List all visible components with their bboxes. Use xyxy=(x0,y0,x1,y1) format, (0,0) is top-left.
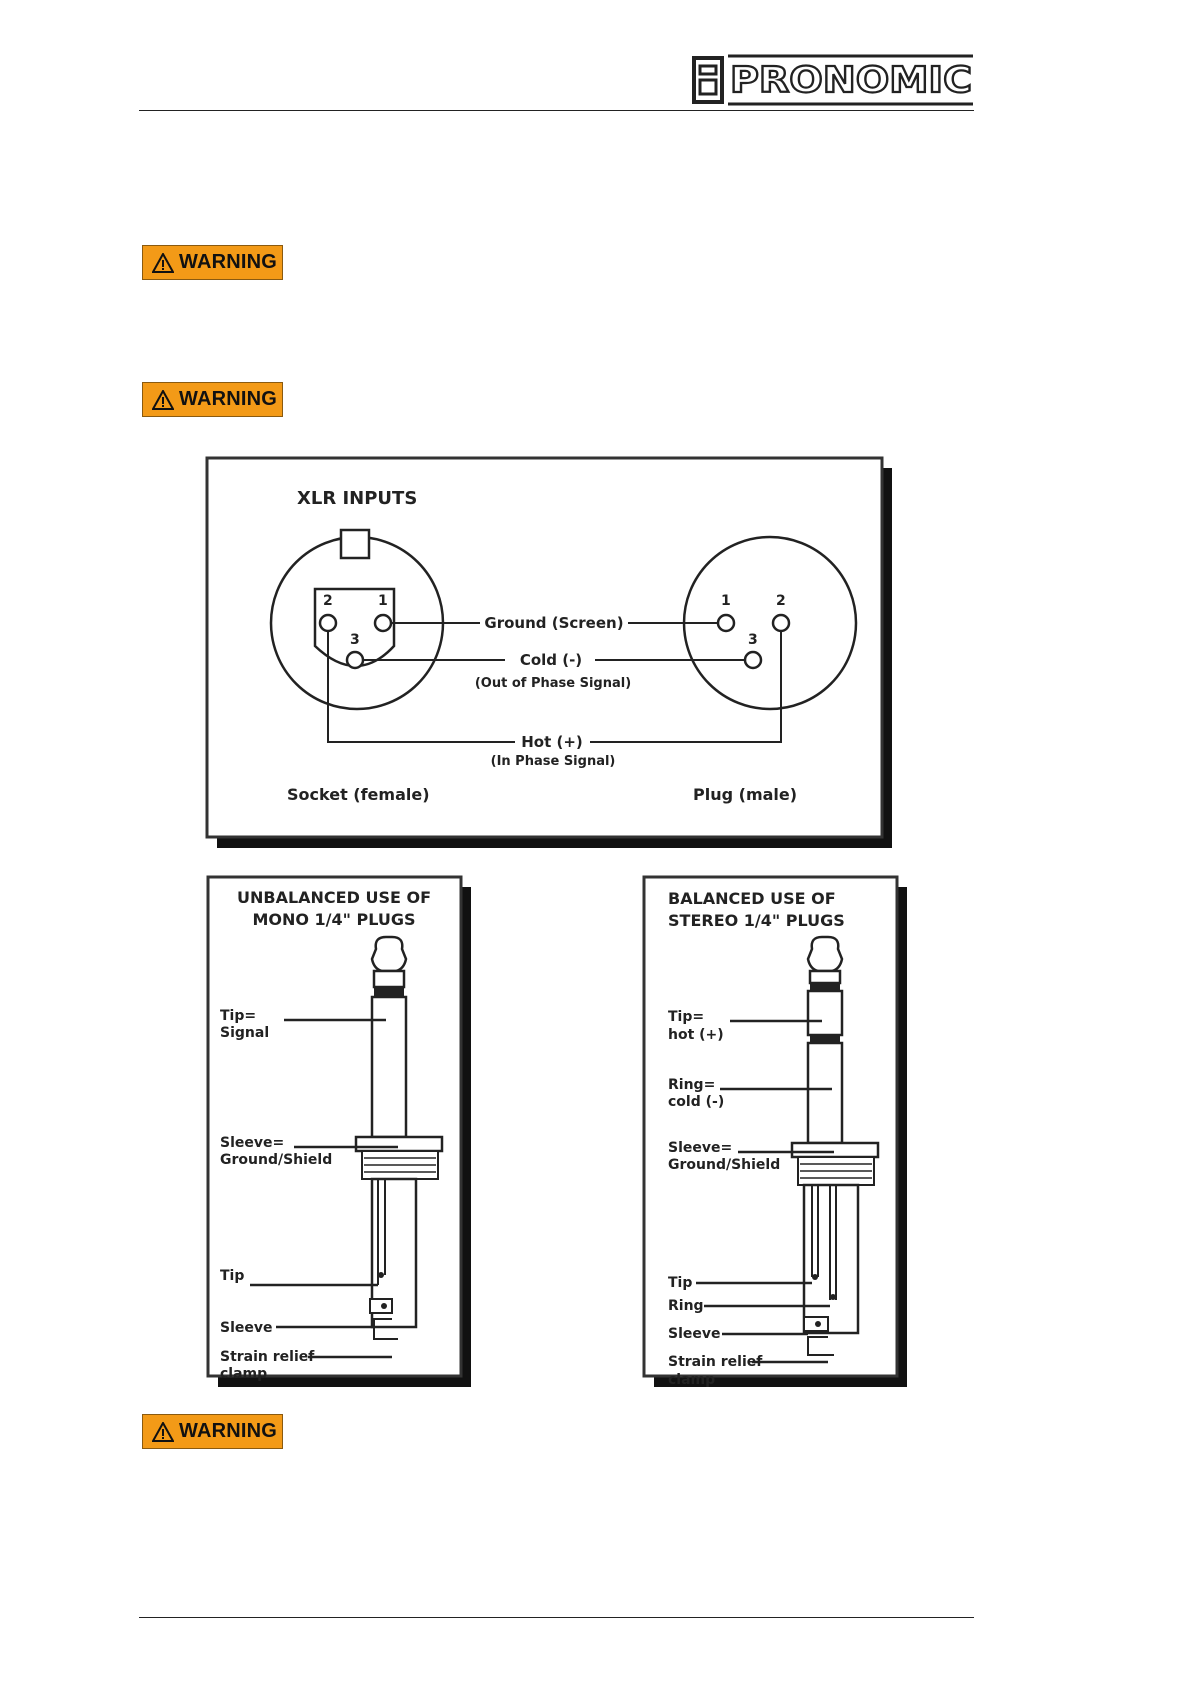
mono-title-line1: UNBALANCED USE OF xyxy=(237,888,431,907)
mono-tip-desc-1: Tip= xyxy=(220,1008,257,1024)
warning-badge xyxy=(142,382,283,417)
cold-sublabel: (Out of Phase Signal) xyxy=(474,676,632,691)
mono-sleeve-desc-2: Ground/Shield xyxy=(220,1152,333,1168)
mono-sleeve-desc-1: Sleeve= xyxy=(220,1135,285,1151)
warning-label: WARNING xyxy=(179,388,278,410)
hot-sublabel: (In Phase Signal) xyxy=(490,754,616,769)
socket-latch xyxy=(341,530,369,558)
stereo-sleeve-desc-2: Ground/Shield xyxy=(668,1157,781,1173)
warning-triangle-icon xyxy=(152,390,174,410)
mono-nut xyxy=(356,1137,442,1151)
socket-pin-1 xyxy=(375,615,391,631)
stereo-ring-desc-2: cold (-) xyxy=(668,1094,725,1110)
stereo-tip-wire-label: Tip xyxy=(668,1275,693,1291)
xlr-title: XLR INPUTS xyxy=(297,488,418,509)
pronomic-logo-icon xyxy=(692,54,975,106)
mono-strain-label-2: clamp xyxy=(220,1366,268,1382)
socket-pin-2 xyxy=(320,615,336,631)
warning-triangle-icon xyxy=(152,253,174,273)
warning-badge xyxy=(142,245,283,280)
plug-pin-2-label: 2 xyxy=(776,593,786,609)
brand-name: PRONOMIC xyxy=(730,60,972,101)
stereo-sleeve-desc-1: Sleeve= xyxy=(668,1140,733,1156)
footer-divider xyxy=(139,1617,974,1618)
stereo-nut xyxy=(792,1143,878,1157)
mono-tip-collar xyxy=(374,971,404,987)
warning-triangle-icon xyxy=(152,1422,174,1442)
mono-tip-wire-label: Tip xyxy=(220,1268,245,1284)
stereo-strain-label-1: Strain relief xyxy=(668,1354,763,1370)
warning-label: WARNING xyxy=(179,1420,278,1442)
mono-frame xyxy=(208,877,461,1376)
stereo-ring-desc-1: Ring= xyxy=(668,1077,716,1093)
stereo-plug-diagram xyxy=(642,875,912,1390)
warning-label: WARNING xyxy=(179,251,278,273)
plug-pin-2 xyxy=(773,615,789,631)
mono-sleeve-wire-label: Sleeve xyxy=(220,1320,273,1336)
cold-label: Cold (-) xyxy=(519,651,583,669)
socket-label: Socket (female) xyxy=(287,785,430,804)
socket-pin-1-label: 1 xyxy=(378,593,388,609)
mono-insulator xyxy=(374,987,404,997)
ground-label: Ground (Screen) xyxy=(484,614,624,632)
mono-sleeve xyxy=(372,997,406,1137)
mono-strain-label-1: Strain relief xyxy=(220,1349,315,1365)
plug-pin-3-label: 3 xyxy=(748,632,758,648)
stereo-ring xyxy=(808,991,842,1035)
stereo-tip-desc-1: Tip= xyxy=(668,1009,705,1025)
stereo-ring-wire-label: Ring xyxy=(668,1298,704,1314)
socket-pin-3-label: 3 xyxy=(350,632,360,648)
stereo-title-line1: BALANCED USE OF xyxy=(668,889,836,908)
socket-pin-2-label: 2 xyxy=(323,593,333,609)
plug-pin-1-label: 1 xyxy=(721,593,731,609)
mono-plug-diagram xyxy=(206,875,476,1390)
stereo-tip xyxy=(808,937,842,971)
xlr-diagram xyxy=(205,456,905,852)
stereo-sleeve xyxy=(808,1043,842,1143)
brand-logo xyxy=(692,54,975,106)
socket-pin-3 xyxy=(347,652,363,668)
stereo-sleeve-wire-label: Sleeve xyxy=(668,1326,721,1342)
hot-label: Hot (+) xyxy=(521,733,583,751)
plug-pin-1 xyxy=(718,615,734,631)
stereo-tip-desc-2: hot (+) xyxy=(668,1027,724,1043)
mono-tip xyxy=(372,937,406,971)
header-divider xyxy=(139,110,974,111)
warning-badge xyxy=(142,1414,283,1449)
mono-title-line2: MONO 1/4" PLUGS xyxy=(252,910,416,929)
mono-tip-desc-2: Signal xyxy=(220,1025,270,1041)
plug-pin-3 xyxy=(745,652,761,668)
stereo-strain-label-2: clamp xyxy=(668,1372,716,1388)
plug-label: Plug (male) xyxy=(693,785,798,804)
stereo-title-line2: STEREO 1/4" PLUGS xyxy=(668,911,845,930)
